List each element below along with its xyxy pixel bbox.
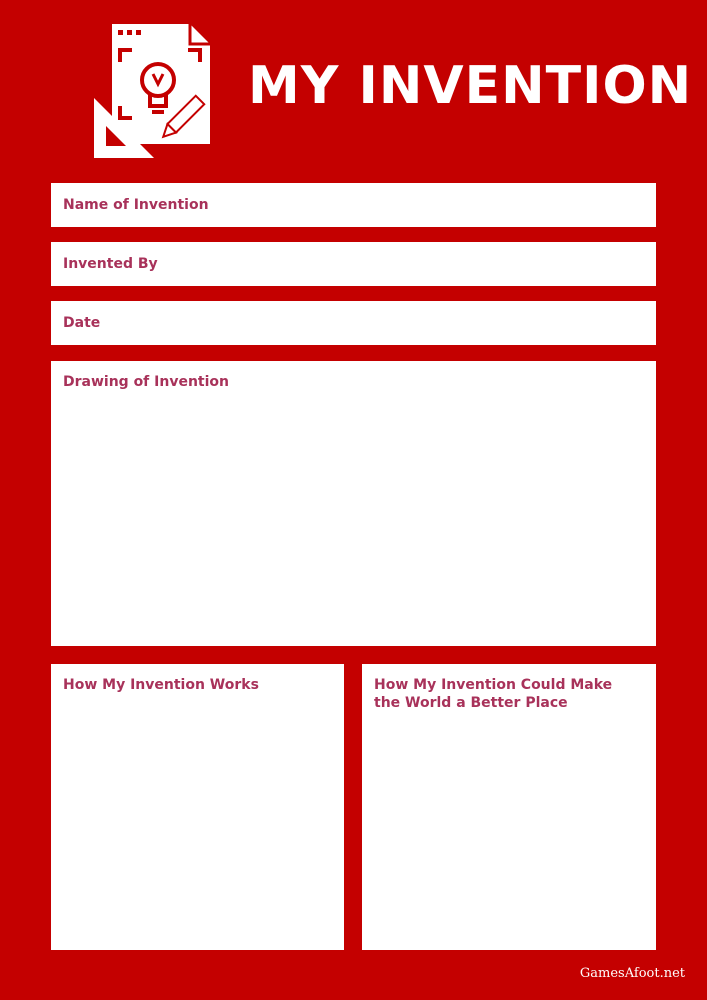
how-it-works-area[interactable] [51, 664, 344, 950]
footer-credit: GamesAfoot.net [579, 966, 685, 981]
page-title: MY INVENTION [248, 56, 693, 116]
invented-by-field[interactable] [51, 242, 656, 286]
invented-by-label: Invented By [63, 256, 158, 272]
date-label: Date [63, 315, 101, 331]
name-of-invention-field[interactable] [51, 183, 656, 227]
invention-icon [92, 22, 232, 162]
drawing-area[interactable] [51, 361, 656, 646]
how-it-works-label: How My Invention Works [63, 677, 259, 693]
better-world-label: How My Invention Could Make the World a Better Place [374, 677, 613, 711]
date-field[interactable] [51, 301, 656, 345]
better-world-area[interactable] [362, 664, 656, 950]
drawing-label: Drawing of Invention [63, 374, 229, 390]
name-of-invention-label: Name of Invention [63, 197, 209, 213]
